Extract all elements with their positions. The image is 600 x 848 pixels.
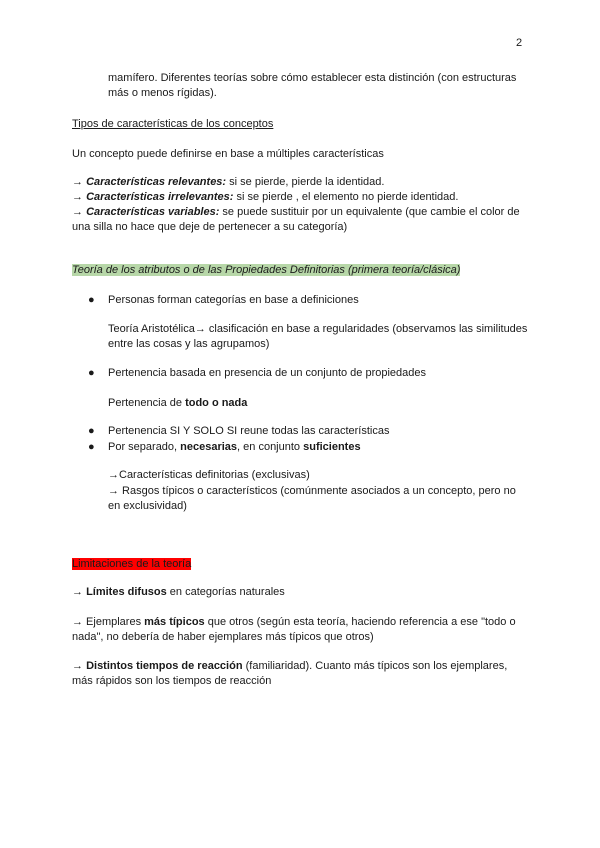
term-variable: Características variables: bbox=[86, 206, 220, 218]
section-heading-limitations bbox=[72, 557, 528, 572]
bold-text: Distintos tiempos de reacción bbox=[86, 660, 243, 672]
list-item bbox=[72, 205, 528, 235]
highlighted-heading: Teoría de los atributos o de las Propiedades Definitorias (primera teoría/clásica) bbox=[72, 264, 461, 276]
list-item bbox=[72, 175, 528, 190]
bullet-item: Pertenencia SI Y SOLO SI reune todas las características bbox=[108, 425, 390, 437]
arrow: → bbox=[72, 176, 87, 188]
bold-text: suficientes bbox=[303, 441, 361, 453]
term-relevant: Características relevantes: bbox=[86, 176, 227, 188]
bold-text: Límites difusos bbox=[86, 586, 167, 598]
limitation-paragraph bbox=[72, 585, 528, 600]
sub-item-rasgos: → Rasgos típicos o característicos (comúnmente asociados a un concepto, pero no en exclusividad) bbox=[108, 485, 516, 512]
bullet-icon: ● bbox=[88, 425, 95, 437]
text: Pertenencia de bbox=[108, 397, 186, 409]
list-item bbox=[72, 190, 528, 205]
arrow: → bbox=[72, 660, 87, 672]
bold-text: todo o nada bbox=[185, 397, 248, 409]
intro-continuation: mamífero. Diferentes teorías sobre cómo establecer esta distinción (con estructuras más o menos rígidas). bbox=[108, 72, 517, 99]
bold-text: necesarias bbox=[180, 441, 238, 453]
text: Por separado, bbox=[108, 441, 181, 453]
bullet-icon: ● bbox=[88, 294, 95, 306]
definition: si se pierde , el elemento no pierde identidad. bbox=[233, 191, 459, 203]
section-intro: Un concepto puede definirse en base a múltiples características bbox=[72, 148, 384, 160]
characteristics-list bbox=[72, 175, 528, 235]
definition: si se pierde, pierde la identidad. bbox=[226, 176, 385, 188]
term-irrelevant: Características irrelevantes: bbox=[86, 191, 234, 203]
text: que otros (según esta teoría, haciendo referencia a ese "todo o nada", no debería de haber ejemplares más típicos que otros) bbox=[72, 616, 516, 643]
bullet-icon: ● bbox=[88, 367, 95, 379]
text: → Ejemplares bbox=[72, 616, 145, 628]
bullet-subtext bbox=[108, 396, 528, 411]
bullet-subtext: Teoría Aristotélica→ clasificación en base a regularidades (observamos las similitudes entre las cosas y las agrupamos) bbox=[108, 323, 528, 350]
highlighted-heading: Limitaciones de la teoría bbox=[72, 558, 192, 570]
limitation-paragraph bbox=[72, 615, 528, 645]
arrow: → bbox=[72, 206, 87, 218]
page-number: 2 bbox=[516, 37, 523, 49]
bullet-item bbox=[108, 440, 528, 455]
text: en categorías naturales bbox=[166, 586, 285, 598]
text: (familiaridad). Cuanto más típicos son los ejemplares, más rápidos son los tiempos de reacción bbox=[72, 660, 508, 687]
definition: se puede sustituir por un equivalente (que cambie el color de una silla no hace que deje de pertenecer a su categoría) bbox=[72, 206, 520, 233]
section-heading-theory bbox=[72, 263, 528, 278]
arrow: → bbox=[72, 586, 87, 598]
bullet-icon: ● bbox=[88, 441, 95, 453]
bullet-item: Pertenencia basada en presencia de un conjunto de propiedades bbox=[108, 367, 427, 379]
arrow: → bbox=[72, 191, 87, 203]
limitation-paragraph bbox=[72, 659, 528, 689]
bold-text: más típicos bbox=[144, 616, 205, 628]
section-heading-types: Tipos de características de los conceptos bbox=[72, 118, 274, 130]
sub-item-definitorias: →Características definitorias (exclusivas) bbox=[108, 469, 310, 481]
text: , en conjunto bbox=[237, 441, 304, 453]
bullet-item: Personas forman categorías en base a definiciones bbox=[108, 294, 359, 306]
